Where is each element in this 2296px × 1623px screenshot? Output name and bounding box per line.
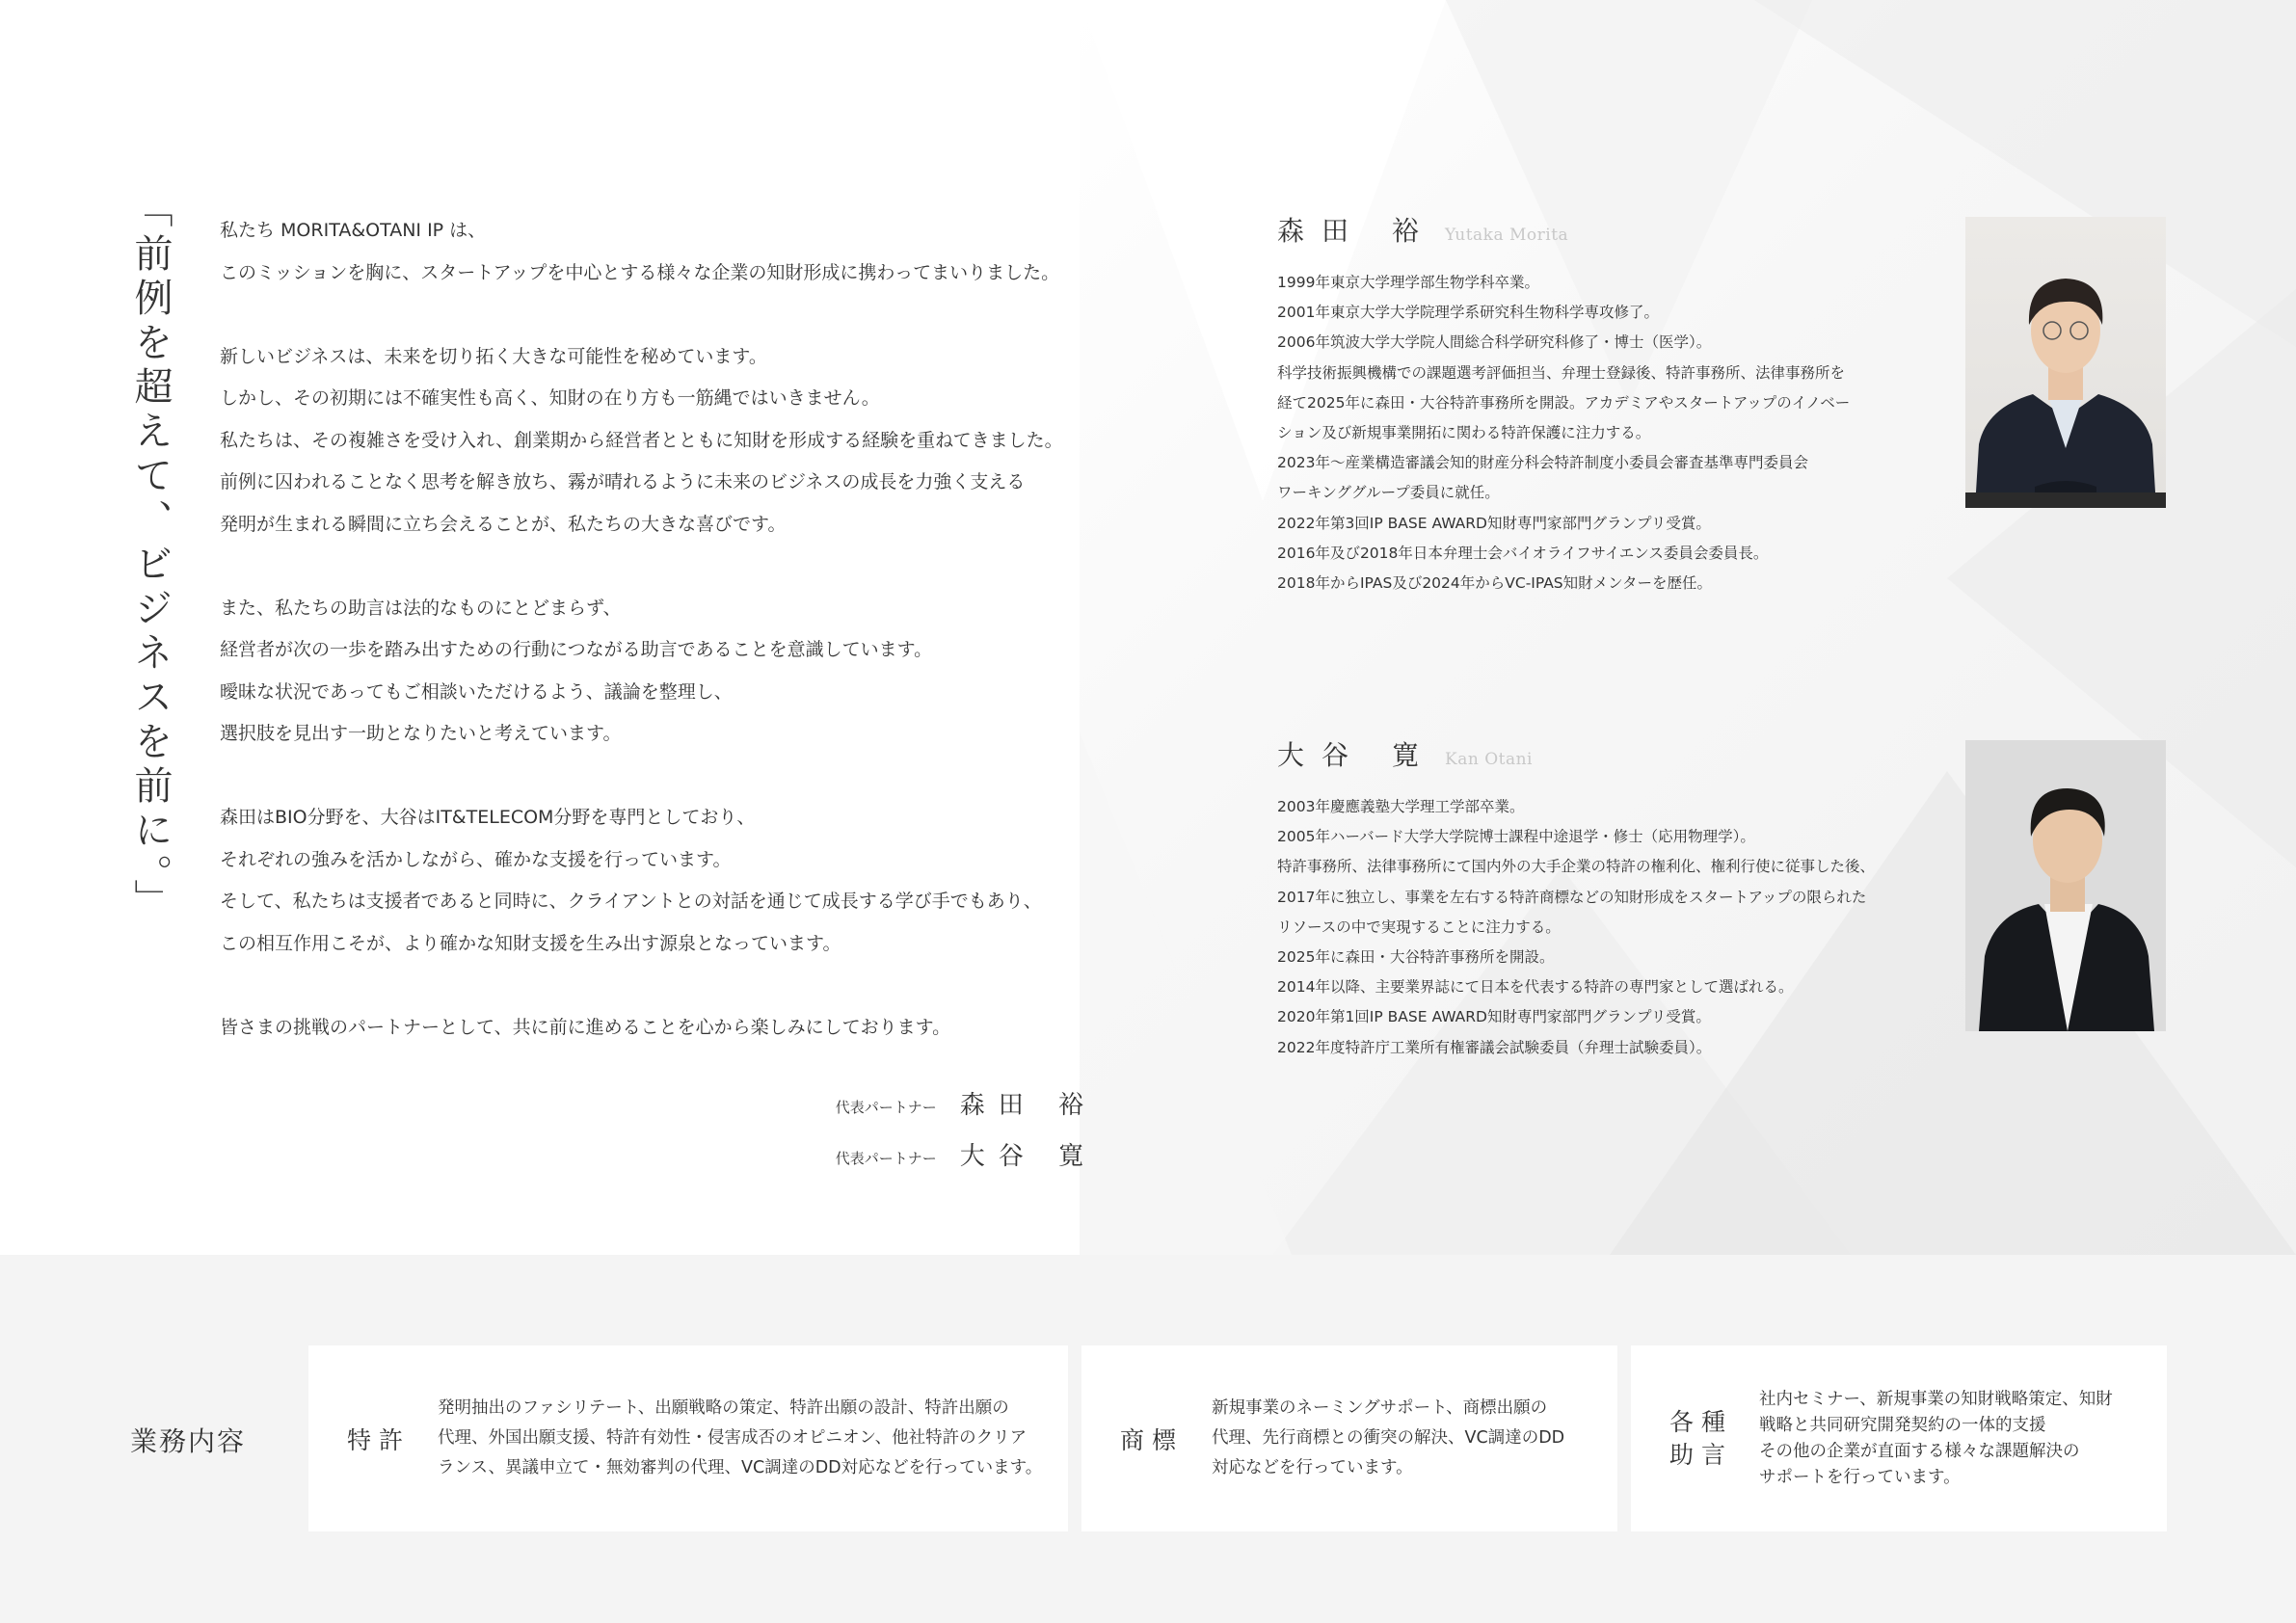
profile-morita xyxy=(1277,210,1913,599)
message-line: 森田はBIO分野を、大谷はIT&TELECOM分野を専門としており、 xyxy=(220,807,756,828)
bio-line: 2018年からIPAS及び2024年からVC-IPAS知財メンターを歴任。 xyxy=(1277,574,1713,593)
message-line: また、私たちの助言は法的なものにとどまらず、 xyxy=(220,597,622,619)
message-line: それぞれの強みを活かしながら、確かな支援を行っています。 xyxy=(220,848,732,870)
message-line: そして、私たちは支援者であると同時に、クライアントとの対話を通じて成長する学び手でもあり、 xyxy=(220,891,1042,912)
bio-line: 2001年東京大学大学院理学系研究科生物科学専攻修了。 xyxy=(1277,304,1659,322)
service-title-line: 助言 xyxy=(1669,1440,1734,1469)
bio-line: ワーキンググループ委員に就任。 xyxy=(1277,484,1500,502)
message-line: しかし、その初期には不確実性も高く、知財の在り方も一筋縄ではいきません。 xyxy=(220,387,880,409)
service-line: 代理、先行商標との衝突の解決、VC調達のDD xyxy=(1212,1428,1565,1448)
bio-line: 2017年に独立し、事業を左右する特許商標などの知財形成をスタートアップの限られた xyxy=(1277,888,1867,906)
message-body xyxy=(220,210,1087,1049)
bio-line: 科学技術振興機構での課題選考評価担当、弁理士登録後、特許事務所、法律事務所を xyxy=(1277,363,1846,382)
service-line: 対応などを行っています。 xyxy=(1212,1458,1413,1477)
service-card-trademark xyxy=(1081,1345,1617,1531)
message-line: この相互作用こそが、より確かな知財支援を生み出す源泉となっています。 xyxy=(220,932,841,954)
bio-line: 経て2025年に森田・大谷特許事務所を開設。アカデミアやスタートアップのイノベー xyxy=(1277,393,1851,412)
message-line: 私たちは、その複雑さを受け入れ、創業期から経営者とともに知財を形成する経験を重ねてきました。 xyxy=(220,429,1063,451)
service-card-title xyxy=(1669,1345,1733,1531)
message-line: 新しいビジネスは、未来を切り拓く大きな可能性を秘めています。 xyxy=(220,345,767,367)
portrait-photo-morita xyxy=(1965,217,2166,508)
service-card-title: 商標 xyxy=(1120,1425,1185,1454)
service-card-description xyxy=(1759,1345,2113,1531)
bio-line: 2006年筑波大学大学院人間総合科学研究科修了・博士（医学）。 xyxy=(1277,333,1712,352)
profile-name: 森田 裕 xyxy=(1277,215,1436,247)
profile-bio xyxy=(1277,268,1913,599)
service-card-description xyxy=(438,1345,1042,1531)
bio-line: 2023年～産業構造審議会知的財産分科会特許制度小委員会審査基準専門委員会 xyxy=(1277,454,1808,472)
profile-romaji: Kan Otani xyxy=(1445,750,1533,769)
service-card-description xyxy=(1212,1345,1564,1531)
service-line: 新規事業のネーミングサポート、商標出願の xyxy=(1212,1398,1548,1418)
profile-otani xyxy=(1277,734,1913,1063)
signature-role: 代表パートナー xyxy=(835,1098,937,1116)
bio-line: 2022年度特許庁工業所有権審議会試験委員（弁理士試験委員）。 xyxy=(1277,1038,1712,1056)
background-geometric xyxy=(1080,0,2296,1255)
service-card-patent xyxy=(308,1345,1068,1531)
portrait-photo-otani xyxy=(1965,740,2166,1031)
signature-otani xyxy=(835,1136,1097,1172)
service-line: 代理、外国出願支援、特許有効性・侵害成否のオピニオン、他社特許のクリア xyxy=(438,1428,1028,1448)
bio-line: ション及び新規事業開拓に関わる特許保護に注力する。 xyxy=(1277,424,1651,442)
tagline: 「前例を超えて、ビジネスを前に。」 xyxy=(128,189,173,923)
service-line: その他の企業が直面する様々な課題解決の xyxy=(1759,1441,2080,1461)
signature-name: 大谷 寛 xyxy=(959,1142,1097,1171)
bio-line: 2020年第1回IP BASE AWARD知財専門家部門グランプリ受賞。 xyxy=(1277,1008,1711,1026)
bio-line: 2025年に森田・大谷特許事務所を開設。 xyxy=(1277,948,1555,967)
signature-role: 代表パートナー xyxy=(835,1149,937,1167)
profile-romaji: Yutaka Morita xyxy=(1445,226,1569,245)
message-line: 皆さまの挑戦のパートナーとして、共に前に進めることを心から楽しみにしております。 xyxy=(220,1016,951,1038)
service-line: 発明抽出のファシリテート、出願戦略の策定、特許出願の設計、特許出願の xyxy=(438,1398,1009,1418)
signature-morita xyxy=(835,1085,1097,1121)
services-title: 業務内容 xyxy=(130,1425,247,1457)
bio-line: 1999年東京大学理学部生物学科卒業。 xyxy=(1277,274,1539,291)
service-line: ランス、異議申立て・無効審判の代理、VC調達のDD対応などを行っています。 xyxy=(438,1458,1043,1477)
signature-name: 森田 裕 xyxy=(959,1091,1097,1120)
bio-line: 特許事務所、法律事務所にて国内外の大手企業の特許の権利化、権利行使に従事した後、 xyxy=(1277,858,1876,876)
bio-line: 2014年以降、主要業界誌にて日本を代表する特許の専門家として選ばれる。 xyxy=(1277,978,1794,997)
message-line: 経営者が次の一歩を踏み出すための行動につながる助言であることを意識しています。 xyxy=(220,639,933,660)
service-card-title: 特許 xyxy=(347,1425,412,1454)
message-line: 発明が生まれる瞬間に立ち会えることが、私たちの大きな喜びです。 xyxy=(220,513,787,535)
service-line: 社内セミナー、新規事業の知財戦略策定、知財 xyxy=(1759,1389,2113,1409)
service-line: サポートを行っています。 xyxy=(1759,1467,1961,1487)
service-card-advisory xyxy=(1631,1345,2167,1531)
bio-line: 2016年及び2018年日本弁理士会バイオライフサイエンス委員会委員長。 xyxy=(1277,544,1769,562)
bio-line: 2005年ハーバード大学大学院博士課程中途退学・修士（応用物理学）。 xyxy=(1277,828,1755,846)
bio-line: 2003年慶應義塾大学理工学部卒業。 xyxy=(1277,798,1525,815)
message-line: 私たち MORITA&OTANI IP は、 xyxy=(220,220,487,241)
message-line: 前例に囚われることなく思考を解き放ち、霧が晴れるように未来のビジネスの成長を力強く支える xyxy=(220,471,1026,492)
message-line: 曖昧な状況であってもご相談いただけるよう、議論を整理し、 xyxy=(220,680,733,703)
profile-name: 大谷 寛 xyxy=(1277,739,1436,771)
service-line: 戦略と共同研究開発契約の一体的支援 xyxy=(1759,1415,2046,1435)
message-line: 選択肢を見出す一助となりたいと考えています。 xyxy=(220,723,622,744)
profile-bio xyxy=(1277,792,1913,1063)
bio-line: リソースの中で実現することに注力する。 xyxy=(1277,918,1561,936)
service-title-line: 各種 xyxy=(1669,1407,1734,1436)
bio-line: 2022年第3回IP BASE AWARD知財専門家部門グランプリ受賞。 xyxy=(1277,514,1711,532)
message-line: このミッションを胸に、スタートアップを中心とする様々な企業の知財形成に携わってまいりました。 xyxy=(220,261,1060,283)
